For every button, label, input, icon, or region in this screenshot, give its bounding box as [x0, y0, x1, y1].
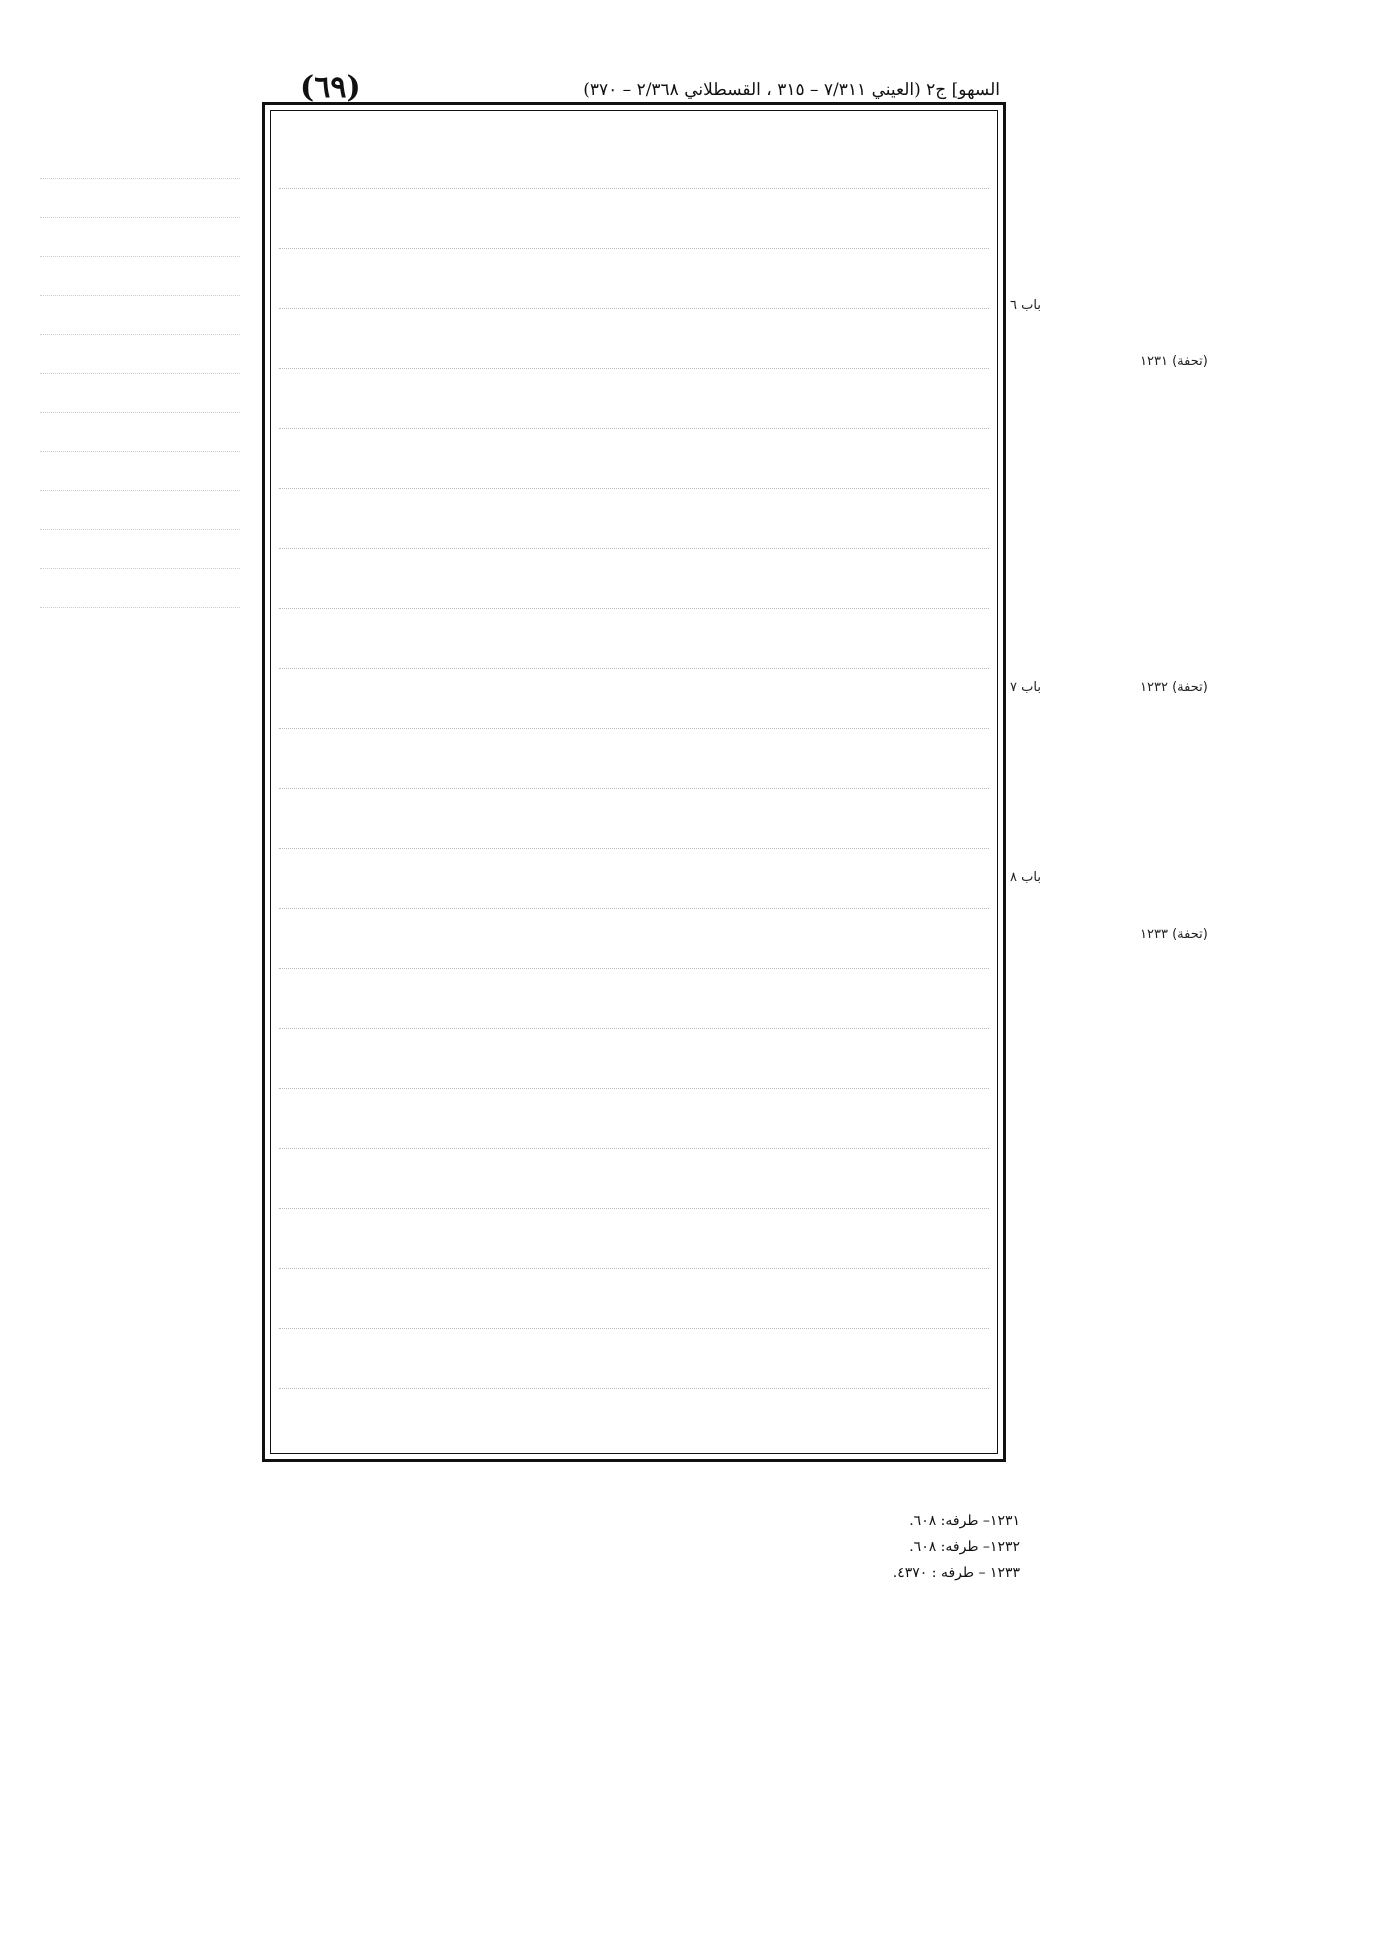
margin-note [40, 569, 240, 608]
body-line [279, 609, 989, 669]
body-line [279, 1209, 989, 1269]
body-line [279, 549, 989, 609]
margin-note [40, 218, 240, 257]
margin-note [40, 374, 240, 413]
body-line [279, 909, 989, 969]
body-line [279, 429, 989, 489]
body-line [279, 969, 989, 1029]
body-line [279, 189, 989, 249]
margin-note [40, 530, 240, 569]
body-line [279, 1089, 989, 1149]
margin-note [40, 179, 240, 218]
footnote: ١٢٣٣ – طرفه : ٤٣٧٠. [892, 1565, 1020, 1581]
margin-note [40, 491, 240, 530]
body-line [279, 369, 989, 429]
body-line [279, 849, 989, 909]
body-line [279, 669, 989, 729]
margin-note [40, 257, 240, 296]
margin-note [40, 335, 240, 374]
margin-note [40, 140, 240, 179]
chapter-ref: باب ٦ [1010, 298, 1041, 313]
body-line [279, 1029, 989, 1089]
body-line [279, 249, 989, 309]
body-line [279, 789, 989, 849]
margin-note [40, 413, 240, 452]
page-number: (٦٩) [300, 70, 361, 105]
footnote: ١٢٣٢– طرفه: ٦٠٨. [909, 1539, 1020, 1555]
chapter-ref: باب ٧ [1010, 680, 1041, 695]
running-title: السهو] ج٢ (العيني ٧/٣١١ – ٣١٥ ، القسطلاني ٢/٣٦٨ – ٣٧٠) [583, 80, 1000, 100]
tuhfa-ref: (تحفة) ١٢٣٣ [1140, 927, 1208, 942]
footnote: ١٢٣١– طرفه: ٦٠٨. [909, 1513, 1020, 1529]
margin-note [40, 296, 240, 335]
body-text-lines [279, 129, 989, 1389]
footnotes [820, 1508, 1020, 1586]
body-line [279, 1269, 989, 1329]
margin-note [40, 452, 240, 491]
body-line [279, 489, 989, 549]
body-line [279, 129, 989, 189]
chapter-ref: باب ٨ [1010, 870, 1041, 885]
body-line [279, 729, 989, 789]
main-text-frame [262, 102, 1006, 1462]
body-line [279, 309, 989, 369]
left-margin-notes [40, 140, 240, 608]
body-line [279, 1329, 989, 1389]
tuhfa-ref: (تحفة) ١٢٣١ [1140, 354, 1208, 369]
body-line [279, 1149, 989, 1209]
tuhfa-ref: (تحفة) ١٢٣٢ [1140, 680, 1208, 695]
